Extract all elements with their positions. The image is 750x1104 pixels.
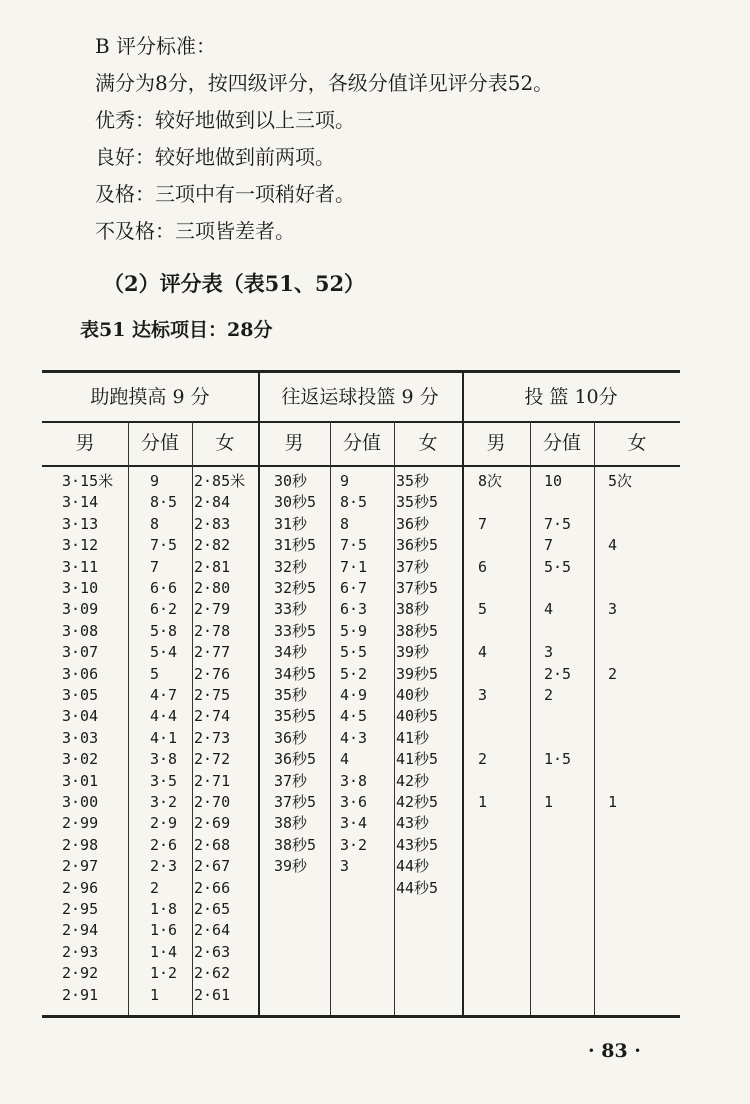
table-cell: 32秒5 xyxy=(274,579,317,597)
table-cell: 2·73 xyxy=(194,728,231,747)
table-cell: 3·03 xyxy=(62,728,99,747)
table-cell: 3·8 xyxy=(340,771,368,790)
table-cell: 7·5 xyxy=(544,514,572,533)
table-cell: 2·72 xyxy=(194,750,231,769)
table-cell: 2·61 xyxy=(194,985,231,1004)
table-cell: 2 xyxy=(608,664,618,683)
table-cell: 6·2 xyxy=(150,600,178,619)
subheader-female: 女 xyxy=(418,432,438,454)
table-cell: 2·66 xyxy=(194,878,231,897)
table-cell: 4 xyxy=(608,536,618,555)
table-cell: 2·63 xyxy=(194,942,231,961)
table-cell: 8次 xyxy=(478,472,503,490)
table-cell: 1·8 xyxy=(150,900,178,918)
table-cell: 3 xyxy=(608,600,618,619)
group-header-shooting: 投 篮 10分 xyxy=(524,386,618,408)
table-cell: 7 xyxy=(544,536,554,555)
table-cell: 38秒 xyxy=(274,814,308,833)
table-cell: 3·02 xyxy=(62,750,99,769)
table-cell: 3·14 xyxy=(62,493,99,512)
table-cell: 7·5 xyxy=(150,536,178,555)
table-cell: 2·67 xyxy=(194,857,231,876)
column-divider xyxy=(192,421,193,1015)
table-cell: 37秒5 xyxy=(274,793,317,811)
table-cell: 7 xyxy=(478,514,488,533)
subheader-male: 男 xyxy=(284,432,304,454)
score-table xyxy=(42,370,680,1018)
column-divider xyxy=(462,373,464,1015)
table-cell: 2·96 xyxy=(62,878,99,897)
table-cell: 35秒5 xyxy=(396,493,439,512)
table-cell: 43秒5 xyxy=(396,835,439,854)
table-cell: 2·3 xyxy=(150,857,178,876)
table-cell: 1·5 xyxy=(544,750,572,769)
table-cell: 2·91 xyxy=(62,985,99,1004)
subheader-score: 分值 xyxy=(542,432,581,454)
criteria-heading: B 评分标准： xyxy=(95,34,217,58)
table-cell: 4 xyxy=(544,600,554,619)
table-cell: 38秒5 xyxy=(396,621,439,640)
table-cell: 2·78 xyxy=(194,621,231,640)
table-cell: 8 xyxy=(150,514,160,533)
table-cell: 44秒 xyxy=(396,857,430,876)
table-cell: 30秒5 xyxy=(274,493,317,512)
page-number: · 83 · xyxy=(588,1040,641,1062)
subheader-male: 男 xyxy=(486,432,506,454)
table-cell: 2·70 xyxy=(194,793,231,811)
table-cell: 3 xyxy=(544,643,554,662)
table-cell: 2·82 xyxy=(194,536,231,555)
subheader-female: 女 xyxy=(215,432,235,454)
table-cell: 2·99 xyxy=(62,814,99,833)
criteria-line: 优秀：较好地做到以上三项。 xyxy=(95,108,355,132)
table-cell: 5·5 xyxy=(544,557,572,576)
table-cell: 3·10 xyxy=(62,579,99,597)
table-cell: 5·5 xyxy=(340,643,368,662)
table-cell: 39秒5 xyxy=(396,664,439,683)
table-cell: 33秒5 xyxy=(274,621,317,640)
table-cell: 1 xyxy=(150,985,160,1004)
table-cell: 2·74 xyxy=(194,707,231,726)
table-cell: 3 xyxy=(340,857,350,876)
table-cell: 35秒 xyxy=(274,686,308,704)
table-cell: 3·4 xyxy=(340,814,368,833)
table-cell: 41秒5 xyxy=(396,750,439,769)
table-cell: 41秒 xyxy=(396,728,430,747)
table-cell: 2·62 xyxy=(194,964,231,983)
table-cell: 2·97 xyxy=(62,857,99,876)
table-cell: 3·01 xyxy=(62,771,99,790)
column-divider xyxy=(258,373,260,1015)
table-cell: 2·9 xyxy=(150,814,178,833)
table-cell: 36秒5 xyxy=(396,536,439,555)
table-cell: 35秒5 xyxy=(274,707,317,726)
table-cell: 2 xyxy=(478,750,488,769)
table-cell: 5 xyxy=(478,600,488,619)
table-cell: 3·11 xyxy=(62,557,99,576)
criteria-line: 良好：较好地做到前两项。 xyxy=(95,145,335,169)
table-cell: 3·08 xyxy=(62,621,99,640)
table-cell: 32秒 xyxy=(274,557,308,576)
scoring-criteria xyxy=(95,28,715,250)
table-cell: 3·06 xyxy=(62,664,99,683)
table-cell: 2·95 xyxy=(62,900,99,918)
table-cell: 4·3 xyxy=(340,728,368,747)
table-cell: 5·4 xyxy=(150,643,178,662)
column-divider xyxy=(594,421,595,1015)
table-cell: 43秒 xyxy=(396,814,430,833)
table-cell: 5 xyxy=(150,664,160,683)
table-cell: 4 xyxy=(340,750,350,769)
table-cell: 5次 xyxy=(608,472,633,490)
table-cell: 2·76 xyxy=(194,664,231,683)
table-cell: 39秒 xyxy=(396,643,430,662)
column-divider xyxy=(530,421,531,1015)
table-cell: 2·5 xyxy=(544,664,572,683)
table-cell: 1·6 xyxy=(150,921,178,940)
table-cell: 5·9 xyxy=(340,621,368,640)
table-cell: 1 xyxy=(608,793,618,811)
table-cell: 3·00 xyxy=(62,793,99,811)
table-cell: 3·6 xyxy=(340,793,368,811)
subheader-female: 女 xyxy=(627,432,647,454)
table-cell: 9 xyxy=(150,472,160,490)
table-cell: 36秒 xyxy=(396,514,430,533)
table-cell: 2·84 xyxy=(194,493,231,512)
table-cell: 38秒5 xyxy=(274,835,317,854)
table-cell: 8 xyxy=(340,514,350,533)
table-cell: 4 xyxy=(478,643,488,662)
table-cell: 36秒 xyxy=(274,728,308,747)
table-cell: 42秒5 xyxy=(396,793,439,811)
table-cell: 33秒 xyxy=(274,600,308,619)
table-cell: 40秒5 xyxy=(396,707,439,726)
table-cell: 2·92 xyxy=(62,964,99,983)
table-cell: 3·13 xyxy=(62,514,99,533)
table-cell: 1·2 xyxy=(150,964,178,983)
table-cell: 3·05 xyxy=(62,686,99,704)
table-cell: 3·07 xyxy=(62,643,99,662)
table-cell: 2·85米 xyxy=(194,472,246,490)
table-cell: 3 xyxy=(478,686,488,704)
table-cell: 2 xyxy=(150,878,160,897)
table-cell: 3·12 xyxy=(62,536,99,555)
table-cell: 2·94 xyxy=(62,921,99,940)
table-cell: 9 xyxy=(340,472,350,490)
table-cell: 2·71 xyxy=(194,771,231,790)
table-cell: 35秒 xyxy=(396,472,430,490)
group-header-dribble-shot: 往返运球投篮 9 分 xyxy=(281,386,439,408)
table-cell: 10 xyxy=(544,472,563,490)
table-cell: 34秒 xyxy=(274,643,308,662)
table-cell: 44秒5 xyxy=(396,878,439,897)
table-cell: 39秒 xyxy=(274,857,308,876)
criteria-line: 不及格：三项皆差者。 xyxy=(95,219,295,243)
table-cell: 7·1 xyxy=(340,557,368,576)
table-cell: 6·3 xyxy=(340,600,368,619)
table-cell: 1 xyxy=(478,793,488,811)
table-cell: 3·04 xyxy=(62,707,99,726)
criteria-line: 满分为8分，按四级评分，各级分值详见评分表52。 xyxy=(95,71,554,95)
table-cell: 31秒5 xyxy=(274,536,317,555)
subheader-male: 男 xyxy=(75,432,95,454)
table-cell: 8·5 xyxy=(340,493,368,512)
table-cell: 1·4 xyxy=(150,942,178,961)
table-cell: 37秒 xyxy=(396,557,430,576)
table-cell: 7 xyxy=(150,557,160,576)
section-title: （2）评分表（表51、52） xyxy=(103,271,366,296)
table-cell: 30秒 xyxy=(274,472,308,490)
table-cell: 3·09 xyxy=(62,600,99,619)
table-cell: 38秒 xyxy=(396,600,430,619)
table-cell: 4·9 xyxy=(340,686,368,704)
subheader-score: 分值 xyxy=(342,432,381,454)
table-cell: 4·4 xyxy=(150,707,178,726)
table-cell: 2·69 xyxy=(194,814,231,833)
table-cell: 2·98 xyxy=(62,835,99,854)
table-cell: 3·15米 xyxy=(62,472,114,490)
table-cell: 40秒 xyxy=(396,686,430,704)
table-cell: 3·8 xyxy=(150,750,178,769)
table-caption: 表51 达标项目：28分 xyxy=(80,319,273,341)
table-cell: 2·6 xyxy=(150,835,178,854)
table-cell: 31秒 xyxy=(274,514,308,533)
subheader-score: 分值 xyxy=(140,432,179,454)
table-cell: 4·7 xyxy=(150,686,178,704)
table-cell: 3·5 xyxy=(150,771,178,790)
table-cell: 4·1 xyxy=(150,728,178,747)
table-cell: 2·81 xyxy=(194,557,231,576)
table-cell: 2·83 xyxy=(194,514,231,533)
table-cell: 8·5 xyxy=(150,493,178,512)
table-cell: 4·5 xyxy=(340,707,368,726)
table-cell: 5·8 xyxy=(150,621,178,640)
column-divider xyxy=(394,421,395,1015)
table-cell: 7·5 xyxy=(340,536,368,555)
table-cell: 3·2 xyxy=(340,835,368,854)
criteria-line: 及格：三项中有一项稍好者。 xyxy=(95,182,355,206)
table-cell: 2·93 xyxy=(62,942,99,961)
table-cell: 36秒5 xyxy=(274,750,317,769)
table-cell: 2·77 xyxy=(194,643,231,662)
table-cell: 1 xyxy=(544,793,554,811)
table-cell: 2·64 xyxy=(194,921,231,940)
group-header-high-jump: 助跑摸高 9 分 xyxy=(90,386,210,408)
table-cell: 34秒5 xyxy=(274,664,317,683)
column-divider xyxy=(128,421,129,1015)
table-cell: 3·2 xyxy=(150,793,178,811)
table-cell: 2·75 xyxy=(194,686,231,704)
column-divider xyxy=(330,421,331,1015)
table-cell: 2 xyxy=(544,686,554,704)
table-cell: 2·65 xyxy=(194,900,231,918)
table-cell: 2·79 xyxy=(194,600,231,619)
table-cell: 6·6 xyxy=(150,579,178,597)
table-cell: 6 xyxy=(478,557,488,576)
table-cell: 5·2 xyxy=(340,664,368,683)
table-cell: 37秒 xyxy=(274,771,308,790)
table-cell: 2·80 xyxy=(194,579,231,597)
table-cell: 6·7 xyxy=(340,579,368,597)
table-cell: 2·68 xyxy=(194,835,231,854)
table-cell: 42秒 xyxy=(396,771,430,790)
table-cell: 37秒5 xyxy=(396,579,439,597)
